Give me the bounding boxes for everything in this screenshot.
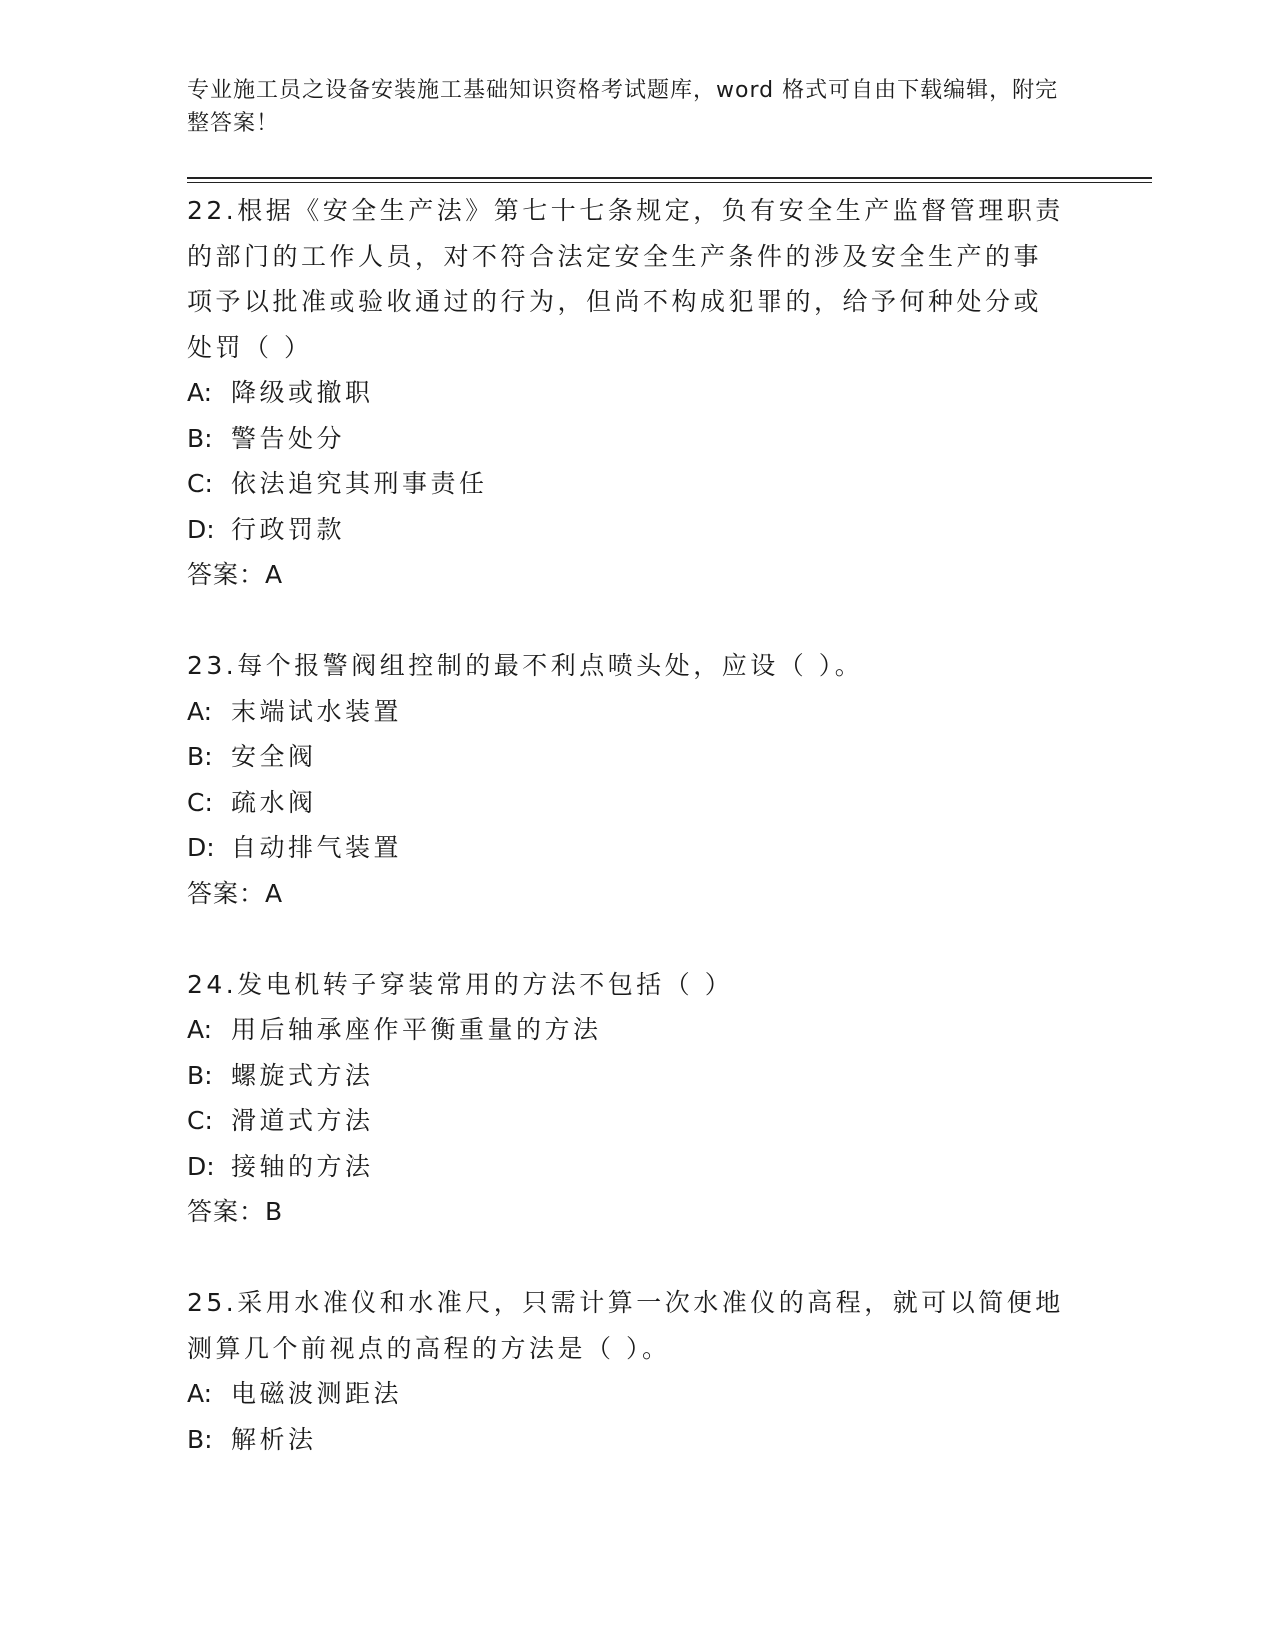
answer-line: 答案：B [187, 1197, 284, 1226]
option-letter: B: [187, 742, 213, 771]
option-c [187, 1098, 1087, 1144]
option-d [187, 825, 1087, 871]
option-text: 依法追究其刑事责任 [231, 469, 488, 498]
option-b [187, 734, 1087, 780]
question-stem: 22.根据《安全生产法》第七十七条规定，负有安全生产监督管理职责的部门的工作人员，对不符合法定安全生产条件的涉及安全生产的事项予以批准或验收通过的行为，但尚不构成犯罪的，给予何种处分或处罚（ ） [187, 196, 1064, 362]
question-list [187, 188, 1087, 1462]
answer-line: 答案：A [187, 560, 284, 589]
option-a [187, 370, 1087, 416]
option-letter: D: [187, 833, 215, 862]
option-text: 疏水阀 [231, 787, 317, 817]
option-c [187, 780, 1087, 826]
option-text: 降级或撤职 [231, 378, 374, 407]
option-d [187, 1144, 1087, 1190]
option-letter: A: [187, 378, 213, 407]
option-b [187, 1417, 1087, 1463]
question-spacer [187, 1235, 1087, 1281]
option-letter: D: [187, 514, 215, 544]
option-letter: A: [187, 1379, 213, 1408]
question-25 [187, 1280, 1087, 1462]
option-d [187, 507, 1087, 553]
option-a [187, 689, 1087, 735]
option-letter: B: [187, 1424, 213, 1454]
question-23 [187, 643, 1087, 916]
option-text: 滑道式方法 [231, 1106, 374, 1135]
option-letter: D: [187, 1151, 215, 1181]
option-letter: C: [187, 787, 213, 817]
option-text: 接轴的方法 [231, 1151, 374, 1181]
option-letter: C: [187, 1106, 213, 1135]
option-letter: C: [187, 469, 213, 498]
question-stem: 23.每个报警阀组控制的最不利点喷头处，应设（ ）。 [187, 651, 864, 680]
option-text: 螺旋式方法 [231, 1060, 374, 1090]
option-letter: A: [187, 696, 213, 726]
option-letter: B: [187, 1060, 213, 1090]
option-a [187, 1371, 1087, 1417]
header-rule-thick [187, 177, 1152, 179]
option-text: 电磁波测距法 [231, 1379, 403, 1408]
option-a [187, 1007, 1087, 1053]
option-text: 自动排气装置 [231, 833, 403, 862]
option-text: 行政罚款 [231, 514, 346, 544]
option-letter: B: [187, 423, 213, 453]
option-c [187, 461, 1087, 507]
header-rule-thin [187, 182, 1152, 183]
option-text: 解析法 [231, 1424, 317, 1454]
option-text: 末端试水装置 [231, 696, 403, 726]
question-24 [187, 962, 1087, 1235]
question-spacer [187, 916, 1087, 962]
option-b [187, 416, 1087, 462]
option-b [187, 1053, 1087, 1099]
answer-line: 答案：A [187, 878, 284, 908]
option-text: 用后轴承座作平衡重量的方法 [231, 1015, 602, 1044]
question-stem: 24.发电机转子穿装常用的方法不包括（ ） [187, 969, 734, 999]
question-spacer [187, 598, 1087, 644]
document-header: 专业施工员之设备安装施工基础知识资格考试题库，word 格式可自由下载编辑，附完整答案！ [187, 78, 1059, 136]
question-stem: 25.采用水准仪和水准尺，只需计算一次水准仪的高程，就可以简便地测算几个前视点的高程的方法是（ ）。 [187, 1288, 1064, 1363]
option-text: 警告处分 [231, 423, 346, 453]
option-text: 安全阀 [231, 742, 317, 771]
question-22 [187, 188, 1087, 598]
option-letter: A: [187, 1015, 213, 1044]
